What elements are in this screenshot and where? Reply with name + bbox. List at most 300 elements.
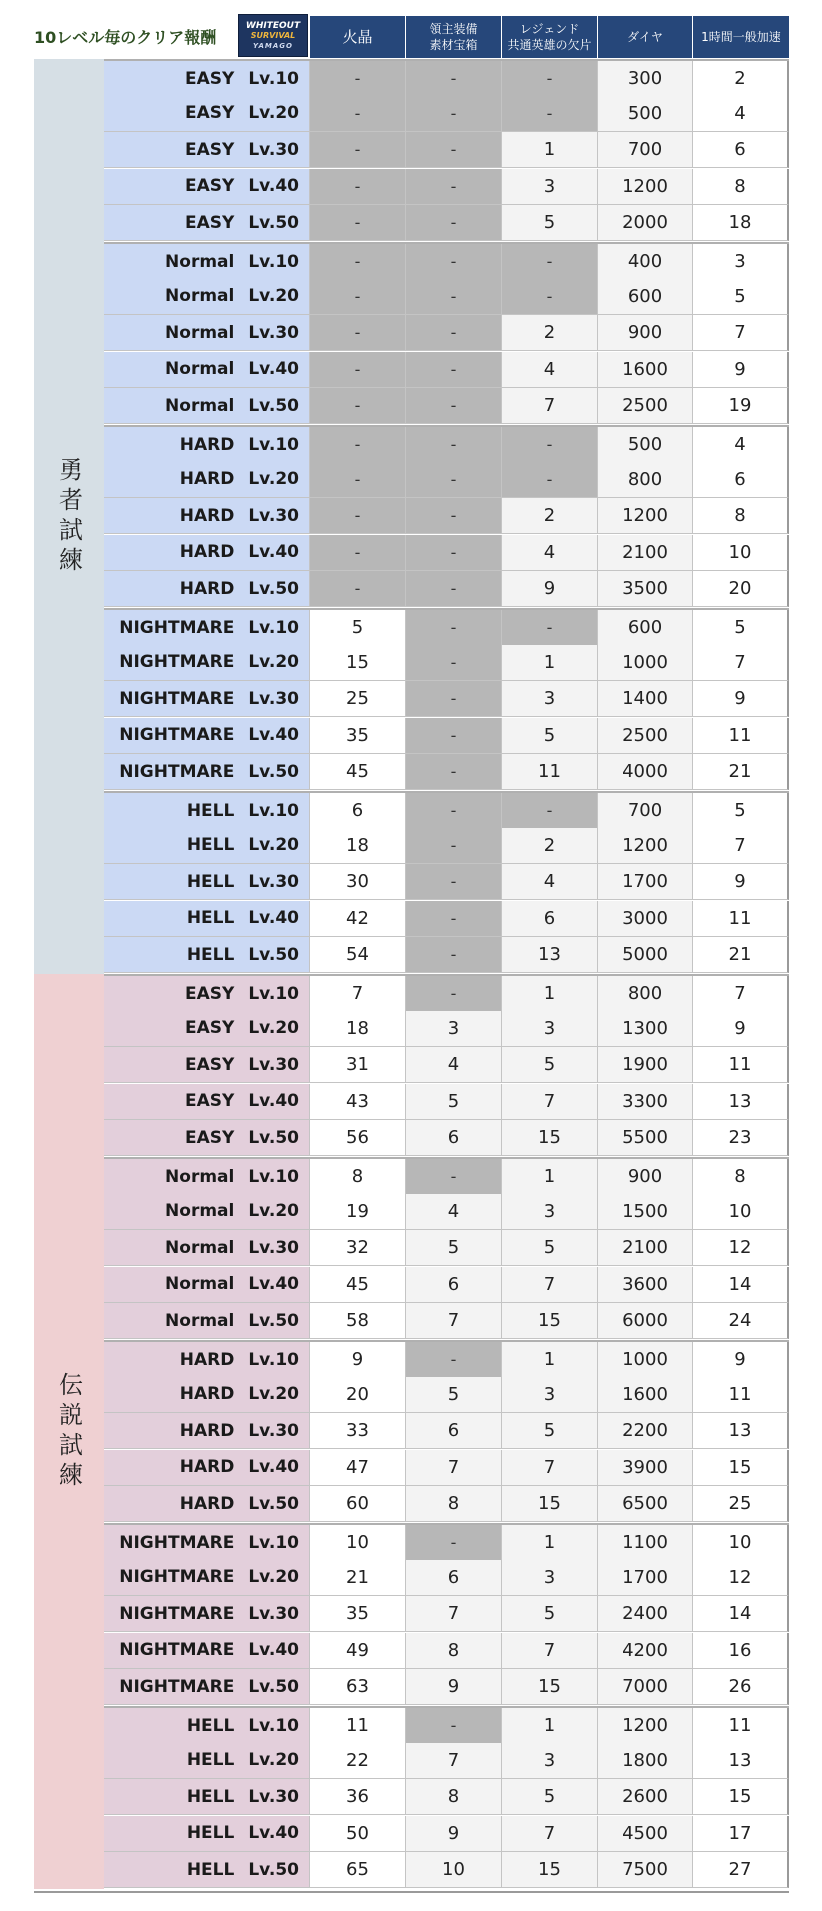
table-row	[104, 1523, 789, 1561]
difficulty-label: EASY	[185, 1018, 235, 1039]
hero-shard-cell: 5	[502, 1413, 598, 1449]
difficulty-label: HELL	[186, 1715, 235, 1736]
column-header-gear-material-chest: 領主装備 素材宝箱	[406, 16, 502, 58]
gear-chest-cell: -	[406, 1342, 502, 1378]
difficulty-label: NIGHTMARE	[119, 761, 235, 782]
speedup-cell: 10	[693, 1525, 789, 1561]
fire-crystal-cell: 8	[310, 1159, 406, 1195]
difficulty-label: NIGHTMARE	[119, 617, 235, 638]
speedup-cell: 12	[693, 1230, 789, 1266]
difficulty-label: HELL	[186, 1786, 235, 1807]
difficulty-label: HELL	[186, 944, 235, 965]
table-row	[104, 352, 789, 388]
speedup-cell: 15	[693, 1779, 789, 1815]
level-label: Lv.30	[248, 1054, 299, 1075]
fire-crystal-cell: 25	[310, 681, 406, 717]
difficulty-label: HARD	[179, 542, 235, 563]
row-label	[104, 61, 310, 97]
speedup-cell: 17	[693, 1816, 789, 1852]
table-row	[104, 498, 789, 534]
gear-chest-cell: -	[406, 571, 502, 607]
row-label	[104, 279, 310, 315]
gear-chest-cell: 7	[406, 1743, 502, 1779]
difficulty-label: HELL	[186, 1859, 235, 1880]
speedup-cell: 9	[693, 352, 789, 388]
speedup-cell: 9	[693, 864, 789, 900]
hero-shard-cell: 3	[502, 681, 598, 717]
speedup-cell: 5	[693, 793, 789, 829]
diamond-cell: 4500	[598, 1816, 693, 1852]
speedup-cell: 24	[693, 1303, 789, 1339]
game-logo	[238, 14, 308, 57]
difficulty-label: HARD	[179, 1384, 235, 1405]
table-row	[104, 901, 789, 937]
level-label: Lv.20	[248, 1567, 299, 1588]
gear-chest-cell: -	[406, 132, 502, 168]
diamond-cell: 1500	[598, 1194, 693, 1230]
level-label: Lv.20	[248, 1384, 299, 1405]
fire-crystal-cell: -	[310, 279, 406, 315]
hero-shard-cell: 3	[502, 1194, 598, 1230]
diamond-cell: 2500	[598, 388, 693, 424]
row-label	[104, 645, 310, 681]
row-label	[104, 1377, 310, 1413]
table-row	[104, 1011, 789, 1047]
gear-chest-cell: -	[406, 279, 502, 315]
hero-shard-cell: 15	[502, 1486, 598, 1522]
table-row	[104, 1340, 789, 1378]
gear-chest-cell: 5	[406, 1084, 502, 1120]
gear-chest-cell: 9	[406, 1669, 502, 1705]
table-row	[104, 1852, 789, 1888]
table-row	[104, 535, 789, 571]
table-row	[104, 1303, 789, 1339]
diamond-cell: 1000	[598, 1342, 693, 1378]
difficulty-label: NIGHTMARE	[119, 725, 235, 746]
diamond-cell: 1000	[598, 645, 693, 681]
difficulty-label: HARD	[179, 469, 235, 490]
level-label: Lv.50	[248, 1310, 299, 1331]
fire-crystal-cell: -	[310, 535, 406, 571]
speedup-cell: 10	[693, 1194, 789, 1230]
gear-chest-cell: 6	[406, 1120, 502, 1156]
hero-shard-cell: 4	[502, 864, 598, 900]
level-label: Lv.30	[248, 1420, 299, 1441]
gear-chest-cell: 3	[406, 1011, 502, 1047]
table-row	[104, 718, 789, 754]
gear-chest-cell: -	[406, 1159, 502, 1195]
hero-shard-cell: -	[502, 610, 598, 646]
speedup-cell: 20	[693, 571, 789, 607]
difficulty-label: HELL	[186, 800, 235, 821]
gear-chest-cell: -	[406, 205, 502, 241]
gear-chest-cell: -	[406, 681, 502, 717]
row-label	[104, 1267, 310, 1303]
diamond-cell: 600	[598, 610, 693, 646]
level-label: Lv.40	[248, 1274, 299, 1295]
gear-chest-cell: -	[406, 1708, 502, 1744]
table-row	[104, 1779, 789, 1815]
level-label: Lv.40	[248, 542, 299, 563]
diamond-cell: 5500	[598, 1120, 693, 1156]
difficulty-label: HELL	[186, 1823, 235, 1844]
difficulty-label: HARD	[179, 1420, 235, 1441]
diamond-cell: 1700	[598, 1560, 693, 1596]
group-cell-hero	[34, 59, 104, 974]
diamond-cell: 2400	[598, 1596, 693, 1632]
row-label	[104, 1596, 310, 1632]
difficulty-label: NIGHTMARE	[119, 1640, 235, 1661]
speedup-cell: 23	[693, 1120, 789, 1156]
fire-crystal-cell: 20	[310, 1377, 406, 1413]
hero-shard-cell: -	[502, 793, 598, 829]
hero-shard-cell: 5	[502, 1230, 598, 1266]
row-label	[104, 498, 310, 534]
logo-line-1: WHITEOUT	[245, 20, 301, 31]
hero-shard-cell: -	[502, 279, 598, 315]
difficulty-label: Normal	[165, 322, 235, 343]
diamond-cell: 1600	[598, 1377, 693, 1413]
fire-crystal-cell: 31	[310, 1047, 406, 1083]
gear-chest-cell: -	[406, 535, 502, 571]
level-label: Lv.20	[248, 652, 299, 673]
speedup-cell: 7	[693, 315, 789, 351]
row-label	[104, 718, 310, 754]
level-label: Lv.50	[248, 944, 299, 965]
fire-crystal-cell: -	[310, 427, 406, 463]
row-label	[104, 901, 310, 937]
hero-shard-cell: 4	[502, 352, 598, 388]
fire-crystal-cell: 32	[310, 1230, 406, 1266]
hero-shard-cell: -	[502, 244, 598, 280]
diamond-cell: 1700	[598, 864, 693, 900]
row-label	[104, 1852, 310, 1888]
table-row	[104, 754, 789, 790]
difficulty-label: HARD	[179, 1457, 235, 1478]
level-label: Lv.40	[248, 1091, 299, 1112]
fire-crystal-cell: 10	[310, 1525, 406, 1561]
difficulty-label: HARD	[179, 1493, 235, 1514]
diamond-cell: 1300	[598, 1011, 693, 1047]
speedup-cell: 26	[693, 1669, 789, 1705]
hero-shard-cell: 7	[502, 1267, 598, 1303]
table-row	[104, 645, 789, 681]
diamond-cell: 5000	[598, 937, 693, 973]
difficulty-label: Normal	[165, 1166, 235, 1187]
table-row	[104, 1194, 789, 1230]
row-label	[104, 388, 310, 424]
table-row	[104, 205, 789, 241]
row-label	[104, 427, 310, 463]
difficulty-label: Normal	[165, 251, 235, 272]
table-row	[104, 1413, 789, 1449]
level-label: Lv.30	[248, 1237, 299, 1258]
difficulty-label: EASY	[185, 1127, 235, 1148]
diamond-cell: 3900	[598, 1450, 693, 1486]
logo-line-3: YAMAGO	[253, 41, 293, 50]
hero-shard-cell: 2	[502, 498, 598, 534]
speedup-cell: 4	[693, 427, 789, 463]
fire-crystal-cell: 47	[310, 1450, 406, 1486]
speedup-cell: 7	[693, 828, 789, 864]
difficulty-label: EASY	[185, 1054, 235, 1075]
difficulty-label: HELL	[186, 908, 235, 929]
speedup-cell: 10	[693, 535, 789, 571]
logo-line-2: SURVIVAL	[250, 30, 296, 40]
column-header-speedup-1h: 1時間一般加速	[693, 16, 789, 58]
table-title: 10レベル毎のクリア報酬	[34, 27, 217, 47]
difficulty-label: EASY	[185, 1091, 235, 1112]
table-row	[104, 1669, 789, 1705]
row-label	[104, 1194, 310, 1230]
row-label	[104, 1413, 310, 1449]
fire-crystal-cell: 60	[310, 1486, 406, 1522]
hero-shard-cell: 15	[502, 1120, 598, 1156]
speedup-cell: 14	[693, 1596, 789, 1632]
table-row	[104, 791, 789, 829]
diamond-cell: 400	[598, 244, 693, 280]
fire-crystal-cell: -	[310, 462, 406, 498]
fire-crystal-cell: 30	[310, 864, 406, 900]
level-label: Lv.30	[248, 1603, 299, 1624]
level-label: Lv.50	[248, 395, 299, 416]
diamond-cell: 800	[598, 976, 693, 1012]
diamond-cell: 800	[598, 462, 693, 498]
gear-chest-cell: -	[406, 610, 502, 646]
diamond-cell: 900	[598, 1159, 693, 1195]
speedup-cell: 21	[693, 937, 789, 973]
row-label	[104, 1120, 310, 1156]
row-label	[104, 976, 310, 1012]
fire-crystal-cell: -	[310, 61, 406, 97]
speedup-cell: 19	[693, 388, 789, 424]
difficulty-label: HELL	[186, 1750, 235, 1771]
speedup-cell: 13	[693, 1743, 789, 1779]
row-label	[104, 1633, 310, 1669]
speedup-cell: 16	[693, 1633, 789, 1669]
level-label: Lv.10	[248, 251, 299, 272]
hero-shard-cell: 1	[502, 132, 598, 168]
level-label: Lv.20	[248, 1201, 299, 1222]
diamond-cell: 6500	[598, 1486, 693, 1522]
table-row	[104, 1706, 789, 1744]
fire-crystal-cell: 54	[310, 937, 406, 973]
diamond-cell: 3300	[598, 1084, 693, 1120]
speedup-cell: 6	[693, 132, 789, 168]
diamond-cell: 4000	[598, 754, 693, 790]
level-label: Lv.30	[248, 505, 299, 526]
level-label: Lv.50	[248, 212, 299, 233]
difficulty-label: Normal	[165, 286, 235, 307]
fire-crystal-cell: 7	[310, 976, 406, 1012]
difficulty-label: EASY	[185, 983, 235, 1004]
diamond-cell: 1400	[598, 681, 693, 717]
gear-chest-cell: -	[406, 937, 502, 973]
speedup-cell: 15	[693, 1450, 789, 1486]
diamond-cell: 7000	[598, 1669, 693, 1705]
row-label	[104, 535, 310, 571]
difficulty-label: EASY	[185, 68, 235, 89]
fire-crystal-cell: 33	[310, 1413, 406, 1449]
gear-chest-cell: -	[406, 315, 502, 351]
hero-shard-cell: 3	[502, 1377, 598, 1413]
speedup-cell: 8	[693, 1159, 789, 1195]
speedup-cell: 12	[693, 1560, 789, 1596]
hero-shard-cell: 11	[502, 754, 598, 790]
level-label: Lv.10	[248, 68, 299, 89]
fire-crystal-cell: -	[310, 169, 406, 205]
level-label: Lv.20	[248, 286, 299, 307]
hero-shard-cell: 2	[502, 828, 598, 864]
fire-crystal-cell: 18	[310, 828, 406, 864]
row-label	[104, 793, 310, 829]
level-label: Lv.50	[248, 1127, 299, 1148]
fire-crystal-cell: -	[310, 315, 406, 351]
fire-crystal-cell: -	[310, 132, 406, 168]
hero-shard-cell: 5	[502, 1596, 598, 1632]
table-row	[104, 1450, 789, 1486]
speedup-cell: 14	[693, 1267, 789, 1303]
gear-chest-cell: -	[406, 498, 502, 534]
diamond-cell: 1200	[598, 498, 693, 534]
speedup-cell: 25	[693, 1486, 789, 1522]
speedup-cell: 9	[693, 1342, 789, 1378]
fire-crystal-cell: -	[310, 96, 406, 132]
diamond-cell: 2600	[598, 1779, 693, 1815]
table-row	[104, 1267, 789, 1303]
level-label: Lv.20	[248, 1018, 299, 1039]
column-header-legend-hero-shard: レジェンド 共通英雄の欠片	[502, 16, 598, 58]
row-label	[104, 1743, 310, 1779]
hero-shard-cell: 15	[502, 1669, 598, 1705]
gear-chest-cell: 4	[406, 1194, 502, 1230]
gear-chest-cell: 7	[406, 1303, 502, 1339]
fire-crystal-cell: 15	[310, 645, 406, 681]
row-label	[104, 1303, 310, 1339]
fire-crystal-cell: -	[310, 388, 406, 424]
gear-chest-cell: -	[406, 718, 502, 754]
hero-shard-cell: 1	[502, 645, 598, 681]
level-label: Lv.50	[248, 1676, 299, 1697]
table-row	[104, 1633, 789, 1669]
gear-chest-cell: 7	[406, 1596, 502, 1632]
table-row	[104, 828, 789, 864]
row-label	[104, 1816, 310, 1852]
diamond-cell: 2000	[598, 205, 693, 241]
row-label	[104, 1525, 310, 1561]
gear-chest-cell: 8	[406, 1633, 502, 1669]
gear-chest-cell: -	[406, 61, 502, 97]
level-label: Lv.40	[248, 908, 299, 929]
gear-chest-cell: -	[406, 864, 502, 900]
table-row	[104, 1157, 789, 1195]
row-label	[104, 352, 310, 388]
table-row	[104, 1047, 789, 1083]
diamond-cell: 300	[598, 61, 693, 97]
fire-crystal-cell: 5	[310, 610, 406, 646]
level-label: Lv.10	[248, 434, 299, 455]
table-row	[104, 1084, 789, 1120]
fire-crystal-cell: 45	[310, 1267, 406, 1303]
level-label: Lv.40	[248, 176, 299, 197]
hero-shard-cell: 5	[502, 1047, 598, 1083]
hero-shard-cell: 2	[502, 315, 598, 351]
level-label: Lv.10	[248, 1532, 299, 1553]
row-label	[104, 1486, 310, 1522]
diamond-cell: 700	[598, 793, 693, 829]
table-row	[104, 169, 789, 205]
fire-crystal-cell: 22	[310, 1743, 406, 1779]
table-row	[104, 132, 789, 168]
speedup-cell: 2	[693, 61, 789, 97]
speedup-cell: 13	[693, 1084, 789, 1120]
level-label: Lv.10	[248, 1715, 299, 1736]
hero-shard-cell: 3	[502, 169, 598, 205]
fire-crystal-cell: 9	[310, 1342, 406, 1378]
diamond-cell: 6000	[598, 1303, 693, 1339]
fire-crystal-cell: 6	[310, 793, 406, 829]
diamond-cell: 500	[598, 427, 693, 463]
difficulty-label: Normal	[165, 1237, 235, 1258]
row-label	[104, 937, 310, 973]
level-label: Lv.30	[248, 688, 299, 709]
table-row	[104, 1486, 789, 1522]
row-label	[104, 1342, 310, 1378]
gear-chest-cell: -	[406, 901, 502, 937]
difficulty-label: EASY	[185, 139, 235, 160]
hero-shard-cell: 3	[502, 1560, 598, 1596]
row-label	[104, 1230, 310, 1266]
gear-chest-cell: 8	[406, 1779, 502, 1815]
fire-crystal-cell: -	[310, 571, 406, 607]
row-label	[104, 610, 310, 646]
speedup-cell: 5	[693, 610, 789, 646]
diamond-cell: 1600	[598, 352, 693, 388]
fire-crystal-cell: -	[310, 244, 406, 280]
speedup-cell: 11	[693, 901, 789, 937]
diamond-cell: 4200	[598, 1633, 693, 1669]
column-header-fire-crystal: 火晶	[310, 16, 406, 58]
difficulty-label: HELL	[186, 871, 235, 892]
row-label	[104, 754, 310, 790]
gear-chest-cell: -	[406, 828, 502, 864]
table-row	[104, 279, 789, 315]
difficulty-label: HARD	[179, 578, 235, 599]
hero-shard-cell: 5	[502, 205, 598, 241]
level-label: Lv.50	[248, 1859, 299, 1880]
gear-chest-cell: -	[406, 244, 502, 280]
hero-shard-cell: 7	[502, 388, 598, 424]
hero-shard-cell: 7	[502, 1450, 598, 1486]
gear-chest-cell: -	[406, 388, 502, 424]
gear-chest-cell: 9	[406, 1816, 502, 1852]
level-label: Lv.40	[248, 359, 299, 380]
gear-chest-cell: 5	[406, 1377, 502, 1413]
diamond-cell: 600	[598, 279, 693, 315]
hero-shard-cell: 15	[502, 1852, 598, 1888]
hero-shard-cell: 3	[502, 1011, 598, 1047]
row-label	[104, 828, 310, 864]
level-label: Lv.10	[248, 800, 299, 821]
difficulty-label: NIGHTMARE	[119, 1567, 235, 1588]
fire-crystal-cell: 35	[310, 718, 406, 754]
hero-shard-cell: 5	[502, 1779, 598, 1815]
difficulty-label: EASY	[185, 103, 235, 124]
fire-crystal-cell: 42	[310, 901, 406, 937]
diamond-cell: 7500	[598, 1852, 693, 1888]
row-label	[104, 1560, 310, 1596]
column-header-diamond: ダイヤ	[598, 16, 693, 58]
